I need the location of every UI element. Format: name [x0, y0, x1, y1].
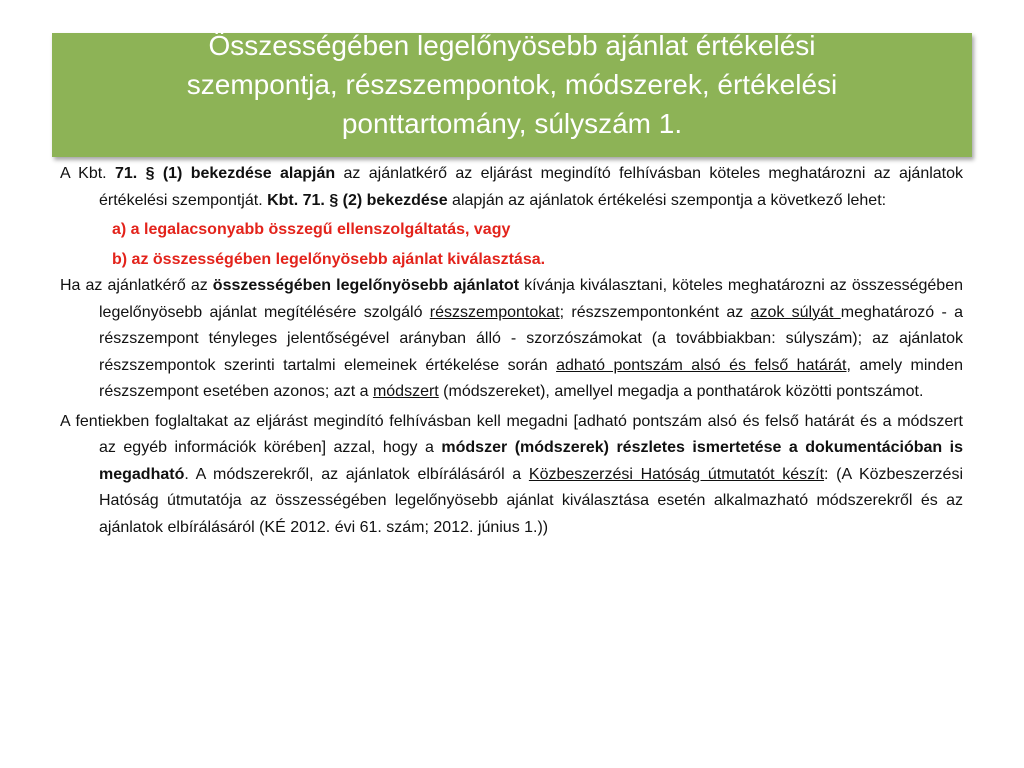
p1-bold-2: Kbt. 71. § (2) bekezdése [267, 191, 448, 209]
p2-text-2: kívánja kiválasztani, köteles meghatározni az összességében legelőnyösebb ajánlat megítélésére szolgáló [99, 277, 963, 321]
p1-text-3: alapján az ajánlatok értékelési szempontja a következő lehet: [447, 191, 887, 209]
option-b: b) az összességében legelőnyösebb ajánlat kiválasztása. [112, 250, 546, 268]
slide-body [60, 161, 963, 541]
p2-text-6: (módszereket), amellyel megadja a ponthatárok közötti pontszámot. [438, 383, 924, 400]
slide-title-text [52, 26, 972, 143]
p3-text-3: : (A Közbeszerzési Hatóság útmutatója az összességében legelőnyösebb ajánlat kiválasztása esetén alkalmazható módszerekről és az ajánlatok elbírálásáról (KÉ 2012. évi 61. szám; 2012. június 1.)) [99, 465, 964, 536]
p2-underline-4: módszert [372, 383, 439, 400]
title-line-2: szempontja, részszempontok, módszerek, értékelési [186, 69, 838, 100]
p2-text-1: Ha az ajánlatkérő az [60, 277, 213, 294]
option-a: a) a legalacsonyabb összegű ellenszolgáltatás, vagy [112, 221, 511, 238]
paragraph-3 [60, 409, 963, 542]
p1-text-2: az ajánlatkérő az eljárást megindító felhívásban köteles meghatározni az ajánlatok értékelési szempontját. [99, 165, 964, 209]
p2-text-4: meghatározó - a részszempont tényleges jelentőségével arányban álló - szorzószámokat (a továbbiakban: súlyszám); az ajánlatok részszempontok szerinti tartalmi elemeinek értékelése során [99, 303, 964, 374]
p1-bold-1: 71. § (1) bekezdése alapján [114, 165, 336, 182]
p3-bold-1: módszer (módszerek) részletes ismertetése a dokumentációban is megadható [99, 439, 963, 483]
p2-underline-1: részszempontokat [429, 303, 560, 321]
p2-text-3: ; részszempontonként az [559, 303, 751, 321]
p3-text-1: A fentiekben foglaltakat az eljárást megindító felhívásban kell megadni [adható pontszám alsó és felső határát és a módszert az egyéb információk körében] azzal, hogy a [60, 412, 963, 456]
title-line-3: ponttartomány, súlyszám 1. [341, 108, 683, 139]
slide-title [52, 30, 972, 157]
title-line-1: Összességében legelőnyösebb ajánlat értékelési [208, 30, 816, 61]
p1-text-1: A Kbt. [60, 165, 115, 182]
p3-text-2: . A módszerekről, az ajánlatok elbírálásáról a [184, 465, 529, 483]
p2-underline-3: adható pontszám alsó és felső határát, [556, 356, 851, 374]
p3-underline-1: Közbeszerzési Hatóság útmutatót készít [528, 465, 825, 483]
paragraph-1 [60, 161, 963, 214]
p2-bold-1: összességében legelőnyösebb ajánlatot [212, 277, 520, 294]
p2-text-5: amely minden részszempont esetében azonos; azt a [99, 356, 964, 400]
p2-underline-2: azok súlyát [750, 303, 841, 321]
paragraph-2 [60, 273, 963, 406]
